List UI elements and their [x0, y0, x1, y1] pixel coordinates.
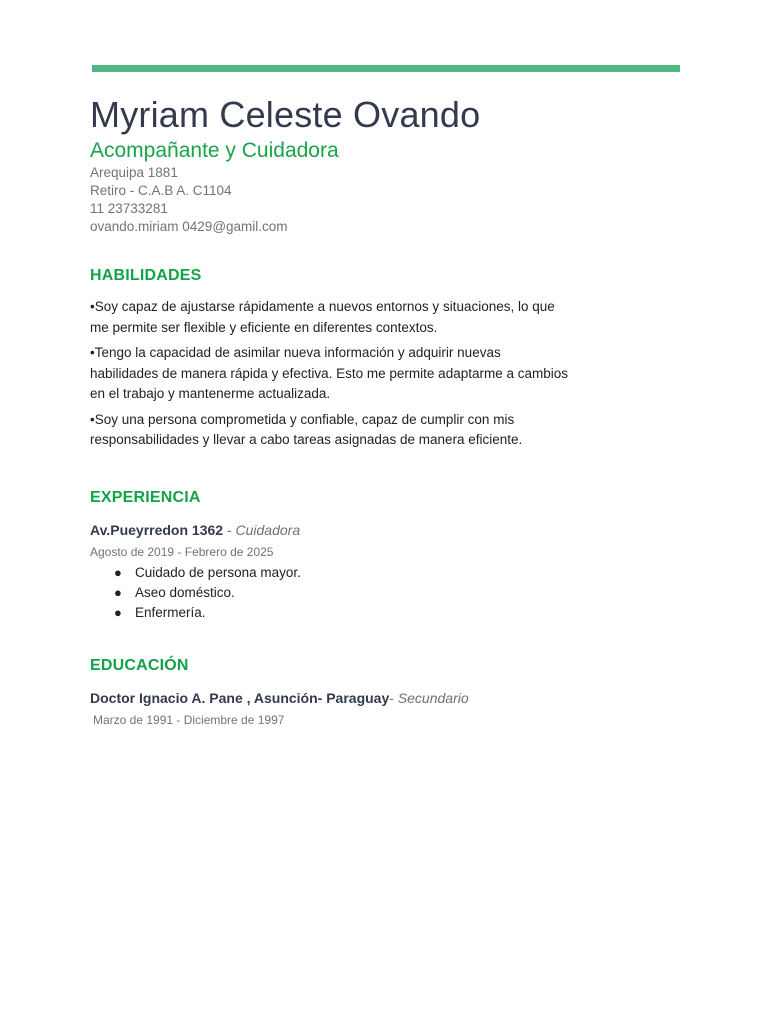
- skill-item: •Tengo la capacidad de asimilar nueva información y adquirir nuevas habilidades de manera rápida y efectiva. Esto me permite adaptarme a cambios en el trabajo y mantenerme actualizada.: [90, 345, 569, 401]
- contact-address: Arequipa 1881: [90, 165, 178, 180]
- candidate-name: Myriam Celeste Ovando: [90, 94, 481, 135]
- bullet-icon: ●: [114, 584, 122, 600]
- contact-email: ovando.miriam 0429@gamil.com: [90, 219, 288, 234]
- candidate-role: Acompañante y Cuidadora: [90, 139, 339, 162]
- experience-dates: Agosto de 2019 - Febrero de 2025: [90, 544, 274, 559]
- duty-item: [90, 563, 680, 583]
- experience-entry-heading: [90, 521, 680, 539]
- duty-item: [90, 583, 680, 603]
- education-entry-heading: [90, 689, 680, 707]
- resume-header: [90, 94, 680, 236]
- education-level: Secundario: [397, 689, 469, 706]
- skill-item: •Soy una persona comprometida y confiable, capaz de cumplir con mis responsabilidades y llevar a cabo tareas asignadas de manera eficiente.: [90, 411, 523, 447]
- section-title-experiencia: EXPERIENCIA: [90, 488, 201, 506]
- education-institution: Doctor Ignacio A. Pane , Asunción- Paraguay: [90, 689, 390, 706]
- bullet-icon: ●: [114, 564, 122, 580]
- resume-content: [90, 94, 680, 728]
- section-title-educacion: EDUCACIÓN: [90, 656, 189, 674]
- duty-list: [90, 563, 680, 623]
- experience-entry: [90, 521, 680, 623]
- contact-block: [90, 164, 680, 236]
- duty-text: Aseo doméstico.: [135, 584, 235, 600]
- skill-item: •Soy capaz de ajustarse rápidamente a nuevos entornos y situaciones, lo que me permite ser flexible y eficiente en diferentes contextos.: [90, 299, 555, 335]
- duty-text: Cuidado de persona mayor.: [135, 564, 301, 580]
- education-section: [90, 657, 680, 728]
- duty-text: Enfermería.: [135, 604, 206, 620]
- skills-section: [90, 267, 680, 451]
- education-separator: -: [389, 689, 398, 706]
- skills-list: [90, 297, 570, 451]
- top-accent-bar: [92, 65, 680, 72]
- experience-org: Av.Pueyrredon 1362: [90, 521, 224, 538]
- contact-city: Retiro - C.A.B A. C1104: [90, 183, 232, 198]
- experience-position: Cuidadora: [235, 521, 301, 538]
- contact-phone: 11 23733281: [90, 201, 168, 216]
- bullet-icon: ●: [114, 604, 122, 620]
- experience-separator: -: [223, 521, 236, 538]
- education-dates: Marzo de 1991 - Diciembre de 1997: [93, 712, 285, 727]
- education-entry: [90, 689, 680, 728]
- experience-section: [90, 489, 680, 623]
- section-title-habilidades: HABILIDADES: [90, 267, 202, 284]
- duty-item: [90, 603, 680, 623]
